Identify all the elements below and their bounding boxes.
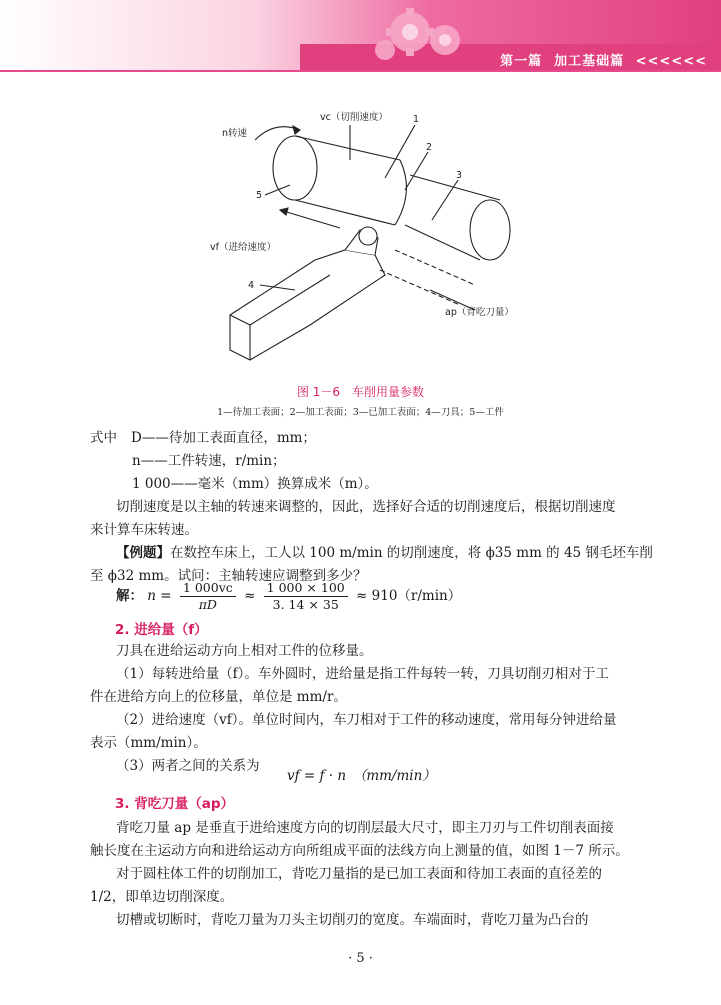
feed1-line1: （1）每转进给量（f）。车外圆时，进给量是指工件每转一转，刀具切削刃相对于工: [116, 666, 609, 682]
feed-definition: 刀具在进给运动方向上相对工件的位移量。: [116, 643, 373, 659]
ap-line5: 切槽或切断时，背吃刀量为刀头主切削刃的宽度。车端面时，背吃刀量为凸台的: [116, 912, 589, 928]
chapter-label: 加工基础篇: [554, 54, 625, 69]
turning-diagram: [200, 100, 530, 370]
ap-line3: 对于圆柱体工件的切削加工，背吃刀量指的是已加工表面和待加工表面的直径差的: [116, 866, 602, 882]
example-tag: 【例题】: [116, 545, 170, 561]
approx-sign: ≈: [244, 588, 256, 604]
header-title: [500, 50, 707, 69]
part-label: 第一篇: [500, 54, 543, 69]
part-2-label: 2: [426, 142, 433, 153]
fraction-1-numerator: 1 000vc: [180, 580, 236, 597]
chevrons-decoration: <<<<<<: [635, 54, 707, 69]
definition-n: n——工件转速，r/min；: [132, 453, 286, 469]
where-prefix: 式中: [90, 430, 117, 446]
feed3-line: （3）两者之间的关系为: [116, 758, 260, 774]
page-header: [0, 0, 721, 80]
ap-label: ap（背吃刀量）: [445, 307, 514, 318]
feed2-line1: （2）进给速度（vf）。单位时间内，车刀相对于工件的移动速度，常用每分钟进给量: [116, 712, 617, 728]
example-line1: 在数控车床上，工人以 100 m/min 的切削速度，将 ϕ35 mm 的 45 钢毛坯车削: [170, 545, 653, 561]
solution-label: 解：: [116, 588, 143, 604]
part-1-label: 1: [413, 114, 420, 125]
para1-line1: 切削速度是以主轴的转速来调整的，因此，选择好合适的切削速度后，根据切削速度: [116, 499, 616, 515]
def-D-text: D——待加工表面直径，mm；: [131, 430, 316, 446]
para1-line2: 来计算车床转速。: [90, 522, 198, 538]
n-label: n转速: [222, 128, 248, 139]
heading-feed: 2. 进给量（f）: [115, 622, 208, 638]
solution-result: ≈ 910（r/min）: [356, 588, 462, 604]
solution-formula: [116, 578, 461, 614]
part-3-label: 3: [456, 170, 463, 181]
part-5-label: 5: [256, 190, 263, 201]
definition-1000: 1 000——毫米（mm）换算成米（m）。: [132, 476, 378, 492]
feed-section: [90, 640, 645, 778]
example-line2: 至 ϕ32 mm。试问：主轴转速应调整到多少？: [90, 568, 367, 584]
fraction-1: [180, 580, 236, 613]
fraction-2-numerator: 1 000 × 100: [264, 580, 348, 597]
ap-line4: 1/2，即单边切削深度。: [90, 889, 234, 905]
figure-caption: 图 1－6 车削用量参数: [296, 385, 425, 399]
feed2-line2: 表示（mm/min）。: [90, 735, 207, 751]
ap-line1: 背吃刀量 ap 是垂直于进给速度方向的切削层最大尺寸，即主刀刃与工件切削表面接: [116, 820, 614, 836]
solution-lhs: n =: [147, 588, 172, 604]
part-4-label: 4: [248, 280, 255, 291]
ap-line2: 触长度在主运动方向和进给运动方向所组成平面的法线方向上测量的值，如图 1－7 所示。: [90, 843, 629, 859]
fraction-1-denominator: πD: [198, 597, 217, 612]
page-number: · 5 ·: [348, 951, 373, 966]
paragraph-cutting-speed: [90, 496, 645, 542]
figure-legend: 1—待加工表面；2—加工表面；3—已加工表面；4—刀具；5—工件: [217, 407, 504, 418]
fraction-2: [264, 580, 348, 613]
feed1-line2: 件在进给方向上的位移量，单位是 mm/r。: [90, 689, 347, 705]
back-engagement-section: [90, 817, 645, 932]
vf-label: vf（进给速度）: [210, 242, 276, 253]
heading-back-engagement: 3. 背吃刀量（ap）: [115, 796, 234, 812]
vc-label: vc（切削速度）: [320, 112, 388, 123]
fraction-2-denominator: 3. 14 × 35: [272, 597, 339, 612]
definition-D: [90, 428, 316, 448]
feed-formula: vf = f · n （mm/min）: [287, 768, 436, 784]
